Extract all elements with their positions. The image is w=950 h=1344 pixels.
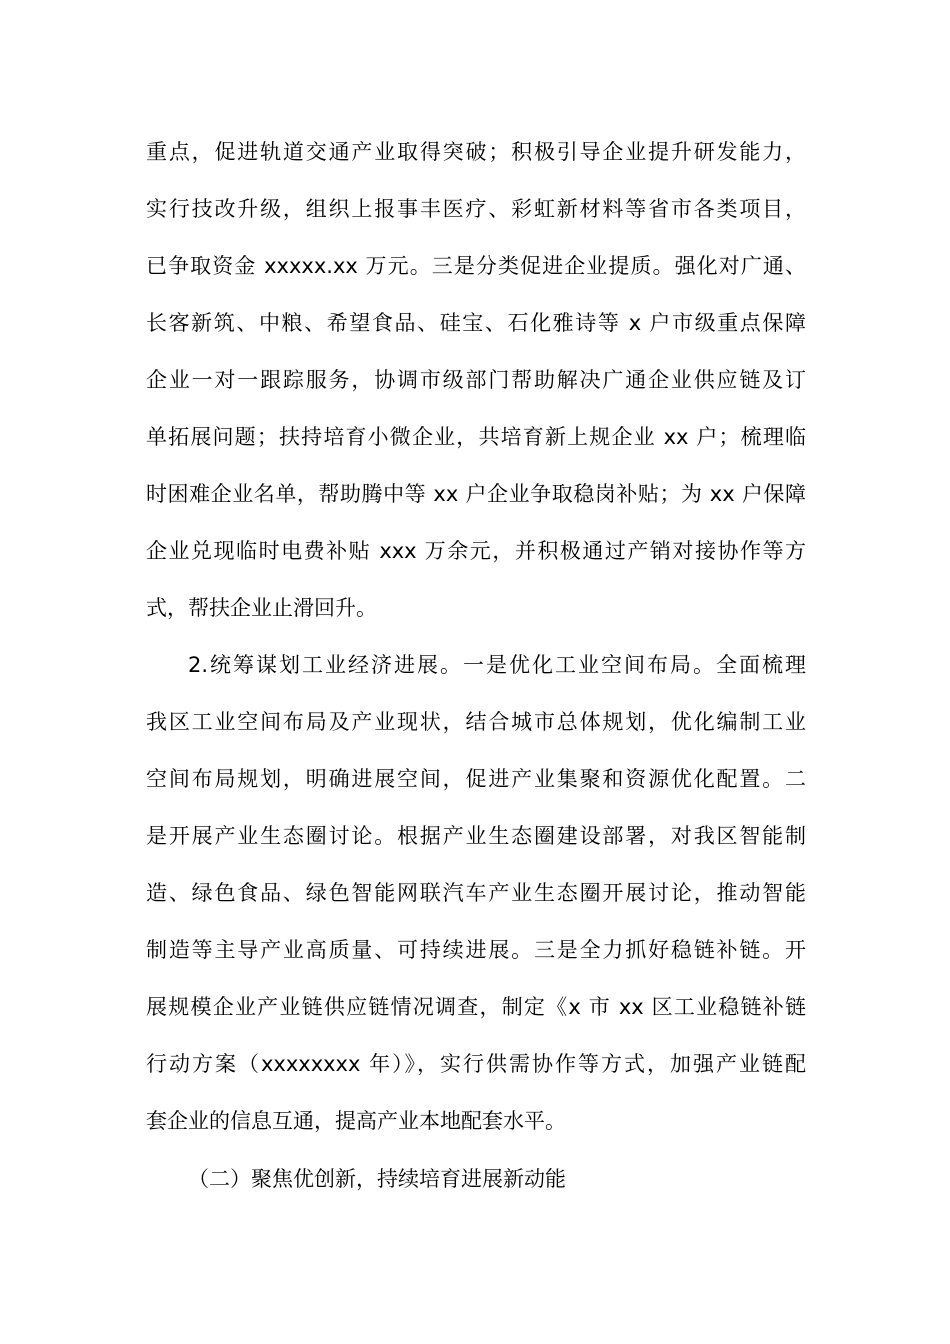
paragraph-2-line-4: 是开展产业生态圈讨论。根据产业生态圈建设部署，对我区智能制	[146, 824, 806, 848]
paragraph-2-line-8: 行动方案（xxxxxxxx 年）》，实行供需协作等方式，加强产业链配	[146, 1052, 806, 1076]
paragraph-2-line-7: 展规模企业产业链供应链情况调查，制定《x 市 xx 区工业稳链补链	[146, 995, 806, 1019]
paragraph-2-line-5: 造、绿色食品、绿色智能网联汽车产业生态圈开展讨论，推动智能	[146, 881, 806, 905]
paragraph-1-line-9: 式，帮扶企业止滑回升。	[146, 596, 377, 620]
paragraph-1-line-5: 企业一对一跟踪服务，协调市级部门帮助解决广通企业供应链及订	[146, 368, 806, 392]
paragraph-2-line-2: 我区工业空间布局及产业现状，结合城市总体规划，优化编制工业	[146, 710, 806, 734]
paragraph-1-line-3: 已争取资金 xxxxx.xx 万元。三是分类促进企业提质。强化对广通、	[146, 254, 806, 278]
paragraph-1-line-6: 单拓展问题；扶持培育小微企业，共培育新上规企业 xx 户；梳理临	[146, 425, 806, 449]
paragraph-1-line-4: 长客新筑、中粮、希望食品、硅宝、石化雅诗等 x 户市级重点保障	[146, 311, 806, 335]
paragraph-1-line-7: 时困难企业名单，帮助腾中等 xx 户企业争取稳岗补贴；为 xx 户保障	[146, 482, 806, 506]
paragraph-1-line-8: 企业兑现临时电费补贴 xxx 万余元，并积极通过产销对接协作等方	[146, 539, 806, 563]
paragraph-2-line-1: 2.统筹谋划工业经济进展。一是优化工业空间布局。全面梳理	[188, 653, 806, 677]
paragraph-1-line-1: 重点，促进轨道交通产业取得突破；积极引导企业提升研发能力，	[146, 140, 806, 164]
paragraph-2-line-9: 套企业的信息互通，提高产业本地配套水平。	[146, 1109, 566, 1133]
paragraph-2-line-3: 空间布局规划，明确进展空间，促进产业集聚和资源优化配置。二	[146, 767, 806, 791]
paragraph-2-line-6: 制造等主导产业高质量、可持续进展。三是全力抓好稳链补链。开	[146, 938, 806, 962]
section-heading: （二）聚焦优创新，持续培育进展新动能	[188, 1167, 566, 1191]
paragraph-1-line-2: 实行技改升级，组织上报事丰医疗、彩虹新材料等省市各类项目，	[146, 197, 806, 221]
